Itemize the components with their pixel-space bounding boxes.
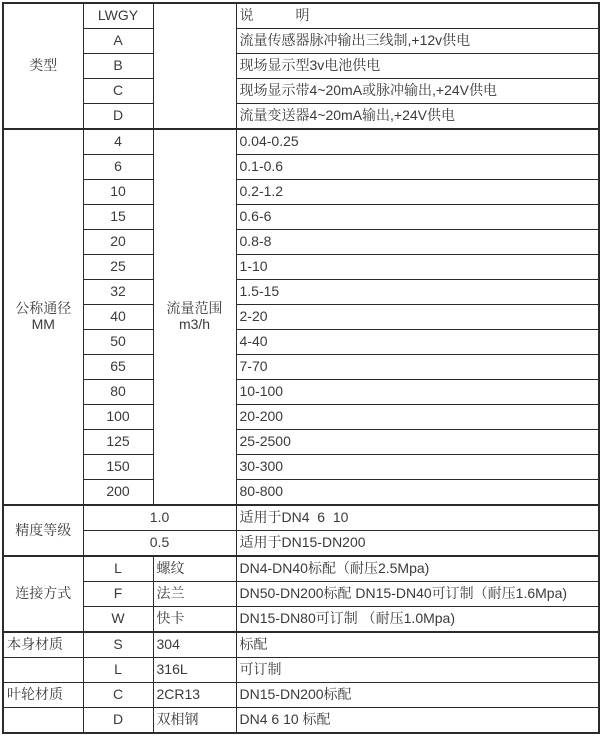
material-desc-cell: 可订制: [236, 658, 599, 683]
size-cell: 32: [83, 280, 153, 305]
size-cell: 10: [83, 180, 153, 205]
material-code-cell: D: [83, 708, 153, 734]
table-row: [3, 54, 599, 79]
type-code-cell: C: [83, 79, 153, 104]
flow-range-cell: 0.04-0.25: [236, 129, 599, 155]
table-row: [3, 405, 599, 430]
size-cell: 40: [83, 305, 153, 330]
flowmeter-spec-table: [2, 2, 600, 734]
type-code-cell: A: [83, 29, 153, 54]
flow-range-cell: 2-20: [236, 305, 599, 330]
table-row: [3, 205, 599, 230]
table-row: [3, 531, 599, 557]
flow-range-cell: 25-2500: [236, 430, 599, 455]
table-row: [3, 455, 599, 480]
material-name-cell: 304: [153, 632, 236, 658]
material-label-cell: [3, 658, 83, 683]
material-label-cell: [3, 708, 83, 734]
table-row: [3, 708, 599, 734]
accuracy-value-cell: 1.0: [83, 505, 236, 531]
size-cell: 6: [83, 155, 153, 180]
flow-range-cell: 0.6-6: [236, 205, 599, 230]
table-row: [3, 230, 599, 255]
table-row: [3, 380, 599, 405]
material-desc-cell: DN15-DN200标配: [236, 683, 599, 708]
connection-name-cell: 法兰: [153, 582, 236, 607]
flow-range-cell: 1.5-15: [236, 280, 599, 305]
table-row: [3, 104, 599, 130]
connection-code-cell: F: [83, 582, 153, 607]
type-desc-cell: 现场显示带4~20mA或脉冲输出,+24V供电: [236, 79, 599, 104]
flow-range-cell: 0.2-1.2: [236, 180, 599, 205]
connection-desc-cell: DN50-DN200标配 DN15-DN40可订制（耐压1.6Mpa): [236, 582, 599, 607]
table-row: [3, 330, 599, 355]
material-name-cell: 双相钢: [153, 708, 236, 734]
connection-code-cell: W: [83, 607, 153, 633]
size-cell: 200: [83, 480, 153, 506]
empty-spacer-cell: [153, 3, 236, 129]
table-row: [3, 79, 599, 104]
table-row: [3, 3, 599, 29]
material-name-cell: 316L: [153, 658, 236, 683]
material-desc-cell: DN4 6 10 标配: [236, 708, 599, 734]
material-desc-cell: 标配: [236, 632, 599, 658]
connection-name-cell: 螺纹: [153, 556, 236, 582]
material-code-cell: S: [83, 632, 153, 658]
material-code-cell: L: [83, 658, 153, 683]
connection-name-cell: 快卡: [153, 607, 236, 633]
flow-range-cell: 0.1-0.6: [236, 155, 599, 180]
accuracy-section-label-cell: 精度等级: [3, 505, 83, 556]
flow-range-cell: 7-70: [236, 355, 599, 380]
size-cell: 100: [83, 405, 153, 430]
table-row: [3, 582, 599, 607]
table-row: [3, 29, 599, 54]
connection-desc-cell: DN4-DN40标配（耐压2.5Mpa): [236, 556, 599, 582]
connection-section-label-cell: 连接方式: [3, 556, 83, 632]
table-row: [3, 180, 599, 205]
table-row: [3, 607, 599, 633]
flow-range-cell: 80-800: [236, 480, 599, 506]
material-name-cell: 2CR13: [153, 683, 236, 708]
description-header-cell: 说 明: [236, 3, 599, 29]
material-code-cell: C: [83, 683, 153, 708]
size-cell: 15: [83, 205, 153, 230]
material-label-cell: 叶轮材质: [3, 683, 83, 708]
size-cell: 125: [83, 430, 153, 455]
table-row: [3, 505, 599, 531]
accuracy-desc-cell: 适用于DN15-DN200: [236, 531, 599, 557]
table-row: [3, 280, 599, 305]
material-label-cell: 本身材质: [3, 632, 83, 658]
size-cell: 4: [83, 129, 153, 155]
flow-range-cell: 4-40: [236, 330, 599, 355]
type-desc-cell: 流量传感器脉冲输出三线制,+12v供电: [236, 29, 599, 54]
size-cell: 65: [83, 355, 153, 380]
table-row: [3, 556, 599, 582]
type-desc-cell: 流量变送器4~20mA输出,+24V供电: [236, 104, 599, 130]
table-row: [3, 155, 599, 180]
table-row: [3, 658, 599, 683]
flow-range-label-cell: 流量范围 m3/h: [153, 129, 236, 505]
connection-code-cell: L: [83, 556, 153, 582]
model-code-cell: LWGY: [83, 3, 153, 29]
size-cell: 50: [83, 330, 153, 355]
size-cell: 150: [83, 455, 153, 480]
table-row: [3, 683, 599, 708]
connection-desc-cell: DN15-DN80可订制 （耐压1.0Mpa): [236, 607, 599, 633]
size-cell: 20: [83, 230, 153, 255]
table-row: [3, 430, 599, 455]
table-row: [3, 255, 599, 280]
table-row: [3, 305, 599, 330]
table-row: [3, 632, 599, 658]
accuracy-desc-cell: 适用于DN4 6 10: [236, 505, 599, 531]
table-row: [3, 480, 599, 506]
size-cell: 80: [83, 380, 153, 405]
flow-range-cell: 10-100: [236, 380, 599, 405]
table-row: [3, 129, 599, 155]
type-code-cell: D: [83, 104, 153, 130]
flow-range-cell: 1-10: [236, 255, 599, 280]
table-row: [3, 355, 599, 380]
size-cell: 25: [83, 255, 153, 280]
flow-range-cell: 0.8-8: [236, 230, 599, 255]
type-section-label-cell: 类型: [3, 3, 83, 129]
accuracy-value-cell: 0.5: [83, 531, 236, 557]
type-desc-cell: 现场显示型3v电池供电: [236, 54, 599, 79]
type-code-cell: B: [83, 54, 153, 79]
diameter-section-label-cell: 公称通径 MM: [3, 129, 83, 505]
flow-range-cell: 20-200: [236, 405, 599, 430]
flow-range-cell: 30-300: [236, 455, 599, 480]
